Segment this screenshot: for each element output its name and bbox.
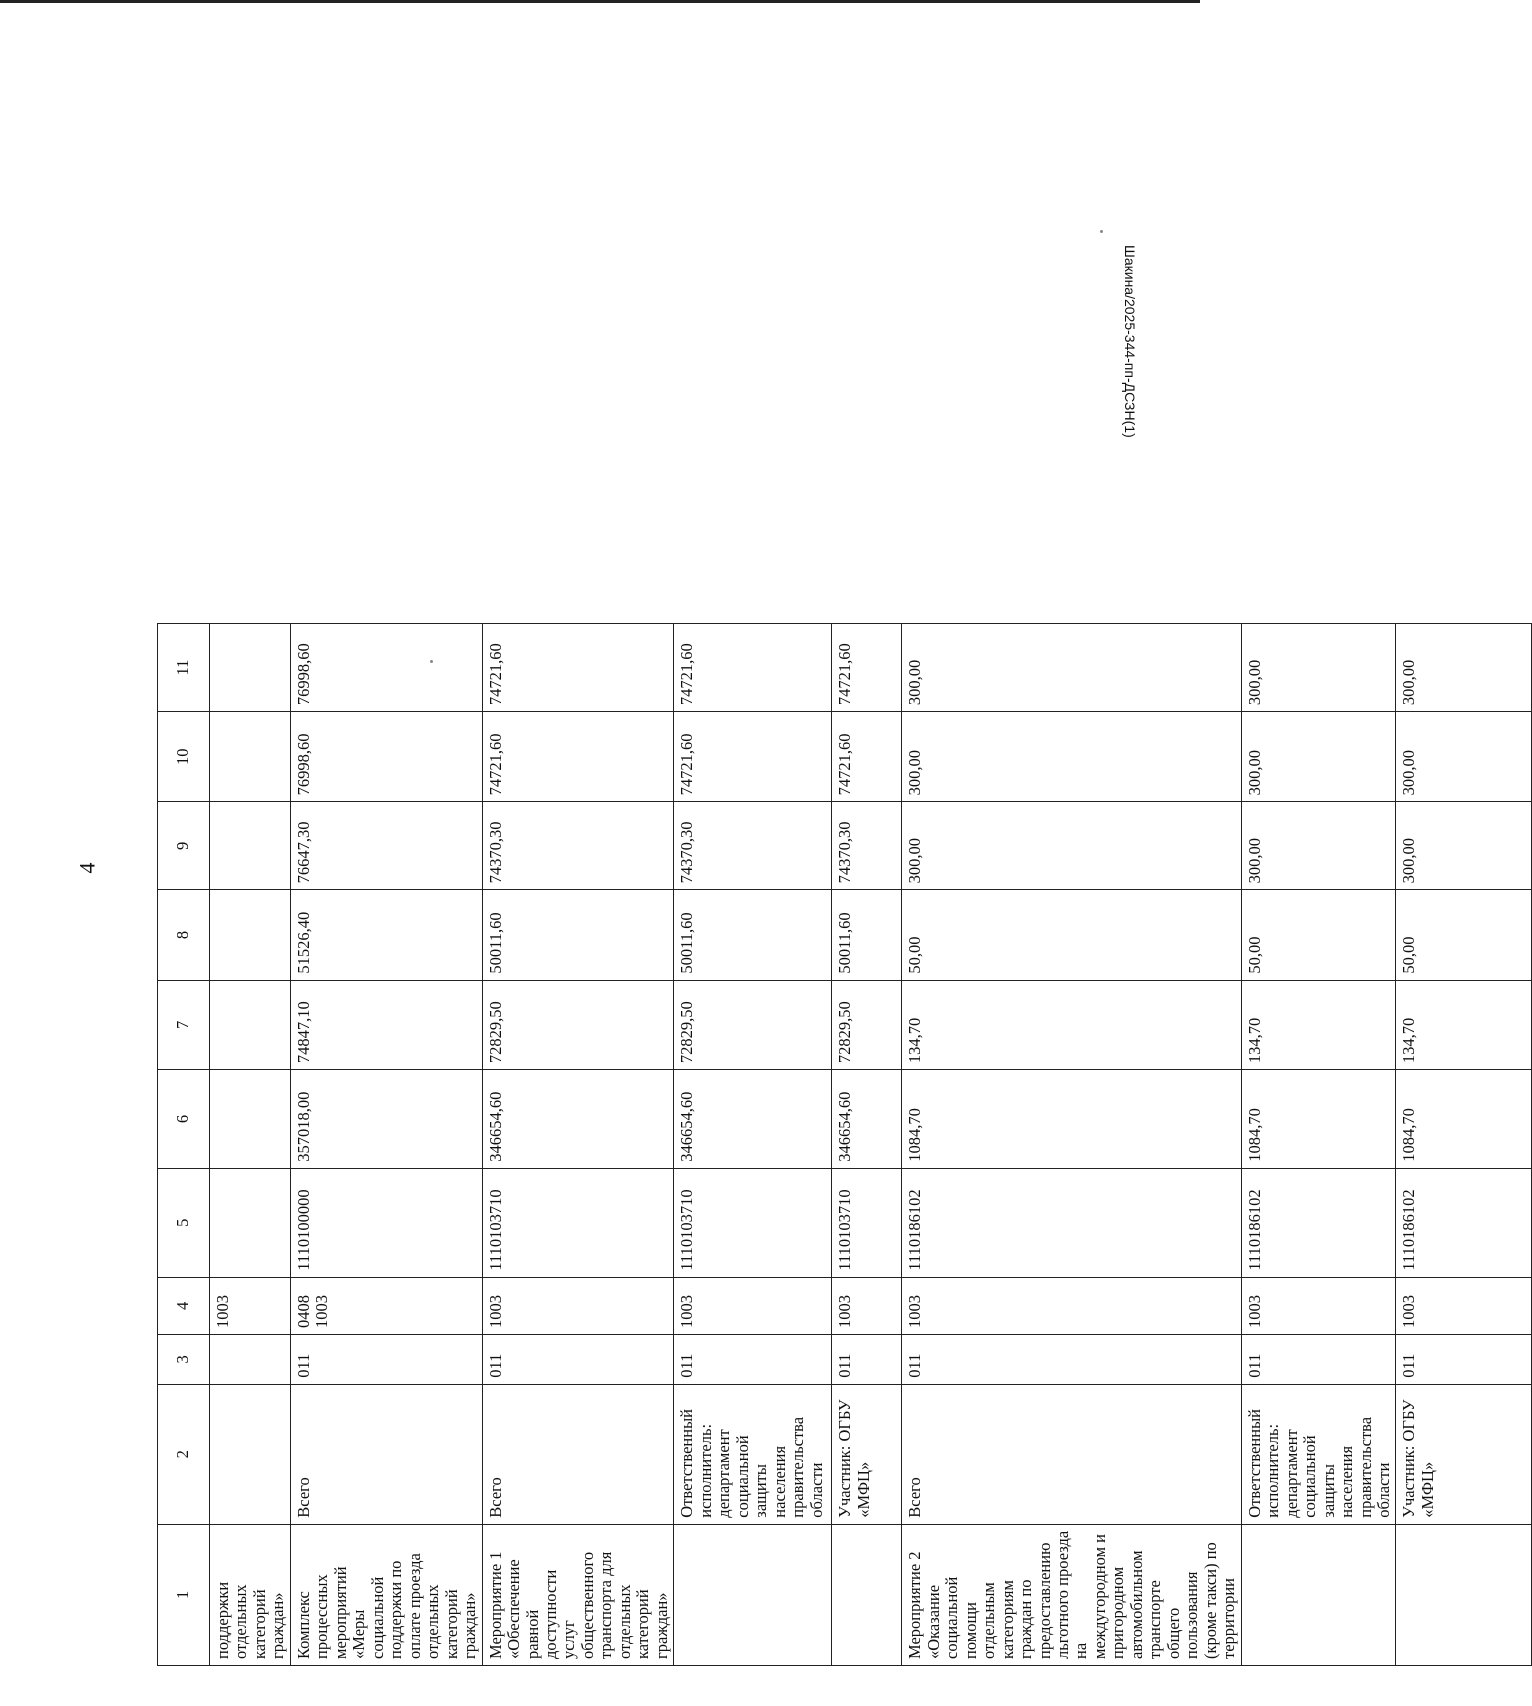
cell-y2027 <box>210 802 291 890</box>
cell-executor: Всего <box>902 1384 1241 1524</box>
cell-executor: Участник: ОГБУ «МФЦ» <box>1396 1384 1532 1524</box>
column-header-1: 1 <box>158 1524 210 1665</box>
cell-total: 346654,60 <box>482 1070 674 1169</box>
cell-target-article: 1110100000 <box>290 1168 482 1277</box>
cell-section: 1003 <box>674 1277 832 1334</box>
cell-y2026: 50011,60 <box>674 890 832 980</box>
cell-total: 346654,60 <box>832 1070 902 1169</box>
cell-y2025: 134,70 <box>1241 980 1396 1070</box>
cell-grbs: 011 <box>674 1335 832 1385</box>
table-row <box>832 624 902 1666</box>
table-row <box>290 624 482 1666</box>
cell-section: 1003 <box>1396 1277 1532 1334</box>
cell-y2026: 50,00 <box>1241 890 1396 980</box>
table-row <box>674 624 832 1666</box>
cell-section: 1003 <box>832 1277 902 1334</box>
cell-executor: Всего <box>482 1384 674 1524</box>
cell-y2029: 74721,60 <box>482 624 674 712</box>
cell-y2027: 74370,30 <box>674 802 832 890</box>
cell-y2027: 300,00 <box>1396 802 1532 890</box>
scan-speck <box>1100 230 1103 233</box>
cell-name <box>832 1524 902 1665</box>
cell-y2025: 72829,50 <box>832 980 902 1070</box>
cell-y2025: 72829,50 <box>482 980 674 1070</box>
table-body <box>158 624 1532 1666</box>
cell-y2027: 300,00 <box>1241 802 1396 890</box>
cell-y2029: 74721,60 <box>832 624 902 712</box>
cell-grbs: 011 <box>1241 1335 1396 1385</box>
cell-y2028: 300,00 <box>1241 712 1396 802</box>
cell-y2029: 74721,60 <box>674 624 832 712</box>
cell-target-article: 1110186102 <box>902 1168 1241 1277</box>
cell-y2026: 50,00 <box>1396 890 1532 980</box>
cell-y2028: 74721,60 <box>832 712 902 802</box>
cell-target-article: 1110103710 <box>674 1168 832 1277</box>
cell-y2025: 74847,10 <box>290 980 482 1070</box>
cell-y2028 <box>210 712 291 802</box>
cell-y2025 <box>210 980 291 1070</box>
cell-total <box>210 1070 291 1169</box>
cell-y2029: 300,00 <box>902 624 1241 712</box>
cell-grbs: 011 <box>832 1335 902 1385</box>
cell-grbs <box>210 1335 291 1385</box>
cell-y2028: 300,00 <box>1396 712 1532 802</box>
column-header-4: 4 <box>158 1277 210 1334</box>
cell-y2026: 50,00 <box>902 890 1241 980</box>
cell-y2026: 50011,60 <box>832 890 902 980</box>
cell-y2028: 74721,60 <box>482 712 674 802</box>
cell-grbs: 011 <box>1396 1335 1532 1385</box>
cell-y2025: 134,70 <box>902 980 1241 1070</box>
table-row <box>1396 624 1532 1666</box>
cell-y2028: 76998,60 <box>290 712 482 802</box>
cell-y2029: 300,00 <box>1396 624 1532 712</box>
column-header-6: 6 <box>158 1070 210 1169</box>
cell-y2029 <box>210 624 291 712</box>
table-row <box>902 624 1241 1666</box>
cell-target-article: 1110186102 <box>1241 1168 1396 1277</box>
cell-y2025: 72829,50 <box>674 980 832 1070</box>
cell-total: 1084,70 <box>1396 1070 1532 1169</box>
rotated-table-wrapper <box>157 623 1532 1666</box>
cell-grbs: 011 <box>290 1335 482 1385</box>
column-header-8: 8 <box>158 890 210 980</box>
cell-name: Комплекс процессных мероприятий «Меры социальной поддержки по оплате проезда отдельных категорий граждан» <box>290 1524 482 1665</box>
table-row <box>210 624 291 1666</box>
cell-y2029: 76998,60 <box>290 624 482 712</box>
page-number: 4 <box>74 862 100 874</box>
cell-y2029: 300,00 <box>1241 624 1396 712</box>
cell-total: 357018,00 <box>290 1070 482 1169</box>
cell-section: 1003 <box>1241 1277 1396 1334</box>
table-row <box>1241 624 1396 1666</box>
cell-y2026: 50011,60 <box>482 890 674 980</box>
column-header-7: 7 <box>158 980 210 1070</box>
cell-name <box>1396 1524 1532 1665</box>
cell-section: 1003 <box>210 1277 291 1334</box>
cell-grbs: 011 <box>902 1335 1241 1385</box>
column-header-11: 11 <box>158 624 210 712</box>
cell-grbs: 011 <box>482 1335 674 1385</box>
cell-total: 1084,70 <box>902 1070 1241 1169</box>
cell-executor: Участник: ОГБУ «МФЦ» <box>832 1384 902 1524</box>
cell-target-article <box>210 1168 291 1277</box>
column-header-3: 3 <box>158 1335 210 1385</box>
cell-y2028: 300,00 <box>902 712 1241 802</box>
cell-target-article: 1110103710 <box>832 1168 902 1277</box>
cell-total: 346654,60 <box>674 1070 832 1169</box>
cell-total: 1084,70 <box>1241 1070 1396 1169</box>
column-header-2: 2 <box>158 1384 210 1524</box>
cell-y2027: 76647,30 <box>290 802 482 890</box>
cell-executor <box>210 1384 291 1524</box>
header-row <box>158 624 210 1666</box>
cell-y2027: 74370,30 <box>482 802 674 890</box>
cell-executor: Ответственный исполнитель: департамент социальной защиты населения правительства области <box>1241 1384 1396 1524</box>
cell-section: 0408 1003 <box>290 1277 482 1334</box>
cell-y2025: 134,70 <box>1396 980 1532 1070</box>
cell-y2027: 74370,30 <box>832 802 902 890</box>
column-header-10: 10 <box>158 712 210 802</box>
top-border-line <box>0 0 1200 3</box>
cell-name: Мероприятие 2 «Оказание социальной помощи отдельным категориям граждан по предоставлению льготного проезда на междугородном и пригородном автомобильном транспорте общего пользования (кроме такси) по территории <box>902 1524 1241 1665</box>
column-header-9: 9 <box>158 802 210 890</box>
cell-name: Мероприятие 1 «Обеспечение равной доступности услуг общественного транспорта для отдельных категорий граждан» <box>482 1524 674 1665</box>
cell-executor: Ответственный исполнитель: департамент социальной защиты населения правительства области <box>674 1384 832 1524</box>
column-header-5: 5 <box>158 1168 210 1277</box>
cell-y2028: 74721,60 <box>674 712 832 802</box>
cell-y2026 <box>210 890 291 980</box>
cell-section: 1003 <box>902 1277 1241 1334</box>
cell-target-article: 1110186102 <box>1396 1168 1532 1277</box>
cell-executor: Всего <box>290 1384 482 1524</box>
cell-name: поддержки отдельных категорий граждан» <box>210 1524 291 1665</box>
budget-table <box>157 623 1532 1666</box>
table-row <box>482 624 674 1666</box>
cell-y2027: 300,00 <box>902 802 1241 890</box>
cell-name <box>674 1524 832 1665</box>
cell-section: 1003 <box>482 1277 674 1334</box>
cell-name <box>1241 1524 1396 1665</box>
cell-target-article: 1110103710 <box>482 1168 674 1277</box>
cell-y2026: 51526,40 <box>290 890 482 980</box>
document-footer: Шакина/2025-344-пп-ДСЗН(1) <box>1122 245 1138 438</box>
